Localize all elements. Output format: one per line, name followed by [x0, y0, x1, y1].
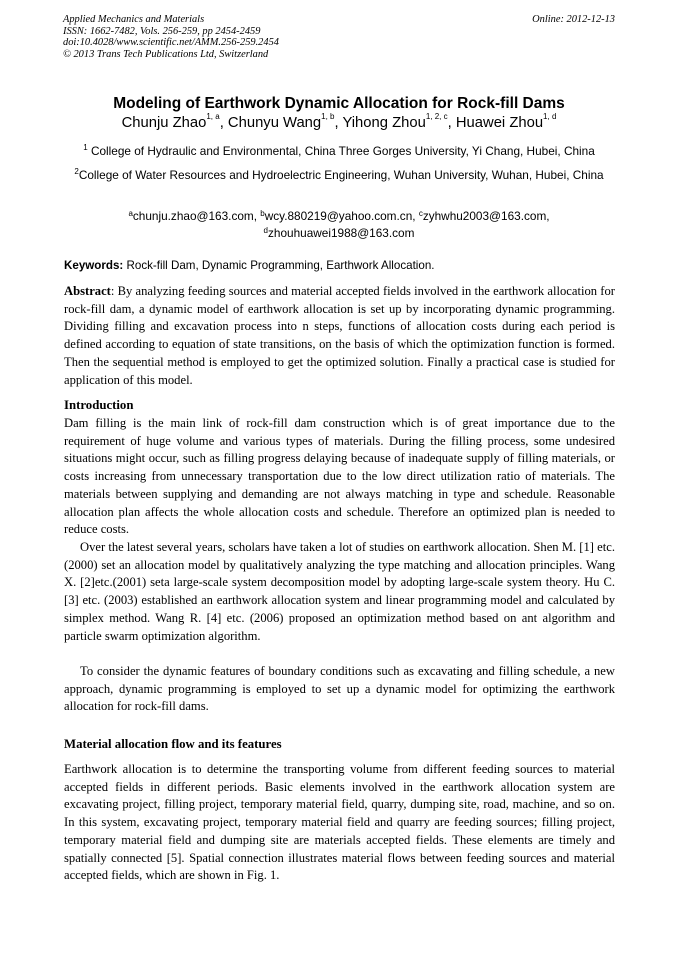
email-sup: b	[260, 209, 265, 218]
abstract	[64, 283, 615, 389]
affiliation-text: College of Water Resources and Hydroelectric Engineering, Wuhan University, Wuhan, Hubei, China	[78, 168, 604, 182]
section2-paragraph-1: Earthwork allocation is to determine the transporting volume from different feeding sources to material accepted fields in different periods. Basic elements involved in the earthwork allocation system are excavating project, filling project, temporary material field, quarry, dumping site, road, machine, and so on. In this system, excavating project, temporary material field and quarry are feeding sources; filling project, temporary material field and dumping site are materials accepted fields. These elements are timely and spatially connected [5]. Spatial connection illustrates material flows between feeding sources and material accepted fields, which are shown in Fig. 1.	[64, 762, 615, 883]
section-heading-material-allocation: Material allocation flow and its features	[64, 737, 282, 751]
abstract-text: : By analyzing feeding sources and material accepted fields involved in the earthwork allocation for rock-fill dam, a dynamic model of earthwork allocation is set up by incorporating dynamic programming. Dividing filling and excavation process into n steps, functions of allocation costs during each period is defined according to equation of state transitions, on the basis of which the optimization function is formed. Then the sequential method is employed to get the optimized solution. Finally a practical case is studied for application of this model.	[64, 284, 615, 387]
email-sup: c	[418, 209, 423, 218]
email-b: wcy.880219@yahoo.com.cn,	[264, 209, 416, 223]
author-sup: 1, a	[206, 112, 220, 121]
author-sup: 1, d	[543, 112, 557, 121]
author-sep: ,	[219, 115, 228, 131]
author-sep: ,	[447, 115, 456, 131]
email-a: chunju.zhao@163.com,	[132, 209, 258, 223]
affiliation-text: College of Hydraulic and Environmental, China Three Gorges University, Yi Chang, Hubei, China	[90, 144, 595, 158]
affiliation-sup: 1	[83, 143, 88, 152]
journal-name: Applied Mechanics and Materials	[63, 14, 205, 25]
abstract-label: Abstract	[64, 284, 111, 298]
paper-title: Modeling of Earthwork Dynamic Allocation for Rock-fill Dams	[113, 95, 565, 112]
author-name: Huawei Zhou	[455, 115, 544, 131]
email-sup: d	[263, 226, 268, 235]
affiliation-1	[64, 142, 614, 160]
keywords-label: Keywords:	[64, 259, 124, 272]
keywords	[64, 259, 615, 272]
email-c: zyhwhu2003@163.com,	[422, 209, 550, 223]
email-d: zhouhuawei1988@163.com	[268, 226, 415, 240]
online-date: Online: 2012-12-13	[532, 14, 615, 25]
email-list	[64, 208, 614, 242]
affiliation-2	[64, 166, 614, 184]
intro-paragraph-1: Dam filling is the main link of rock-fill dam construction which is of great importance due to the requirement of huge volume and various types of materials. During the filling process, some undesired situations might occur, such as filling progress delaying because of inadequate supply of filling materials, or costs increasing from unnecessary transportation due to the low direct utilization ratio of materials. The materials between supplying and demanding are not always matching in type and schedule. Reasonable allocation plan affects the whole allocation costs and schedule. Therefore an optimized plan is needed to reduce costs.	[64, 416, 615, 537]
intro-paragraph-3: To consider the dynamic features of boundary conditions such as excavating and filling schedule, a new approach, dynamic programming is employed to set up a dynamic model for optimizing the earthwork allocation for rock-fill dams.	[64, 664, 615, 714]
author-name: Chunju Zhao	[121, 115, 207, 131]
journal-header	[63, 14, 615, 60]
author-name: Chunyu Wang	[227, 115, 322, 131]
author-sup: 1, 2, c	[425, 112, 448, 121]
intro-paragraph-2: Over the latest several years, scholars have taken a lot of studies on earthwork allocation. Shen M. [1] etc. (2000) set an allocation model by qualitatively analyzing the type matching and allocation principles. Wang X. [2]etc.(2001) seta large-scale system decomposition model by adopting large-scale system theory. Hu C.[3] etc. (2003) established an earthwork allocation system and linear programming model and calculated by simplex method. Wang R. [4] etc. (2006) proposed an optimization method based on ant algorithm and particle swarm optimization algorithm.	[64, 540, 615, 643]
copyright-line: © 2013 Trans Tech Publications Ltd, Switzerland	[63, 48, 269, 60]
introduction-heading: Introduction	[64, 398, 134, 412]
email-sup: a	[128, 209, 133, 218]
author-list	[0, 112, 678, 131]
author-sep: ,	[334, 115, 343, 131]
doi-line: doi:10.4028/www.scientific.net/AMM.256-259.2454	[63, 37, 279, 48]
author-name: Yihong Zhou	[342, 115, 426, 131]
keywords-text: Rock-fill Dam, Dynamic Programming, Earthwork Allocation.	[126, 259, 435, 272]
affiliation-sup: 2	[74, 167, 79, 176]
issn-line: ISSN: 1662-7482, Vols. 256-259, pp 2454-2459	[63, 25, 261, 37]
author-sup: 1, b	[321, 112, 335, 121]
